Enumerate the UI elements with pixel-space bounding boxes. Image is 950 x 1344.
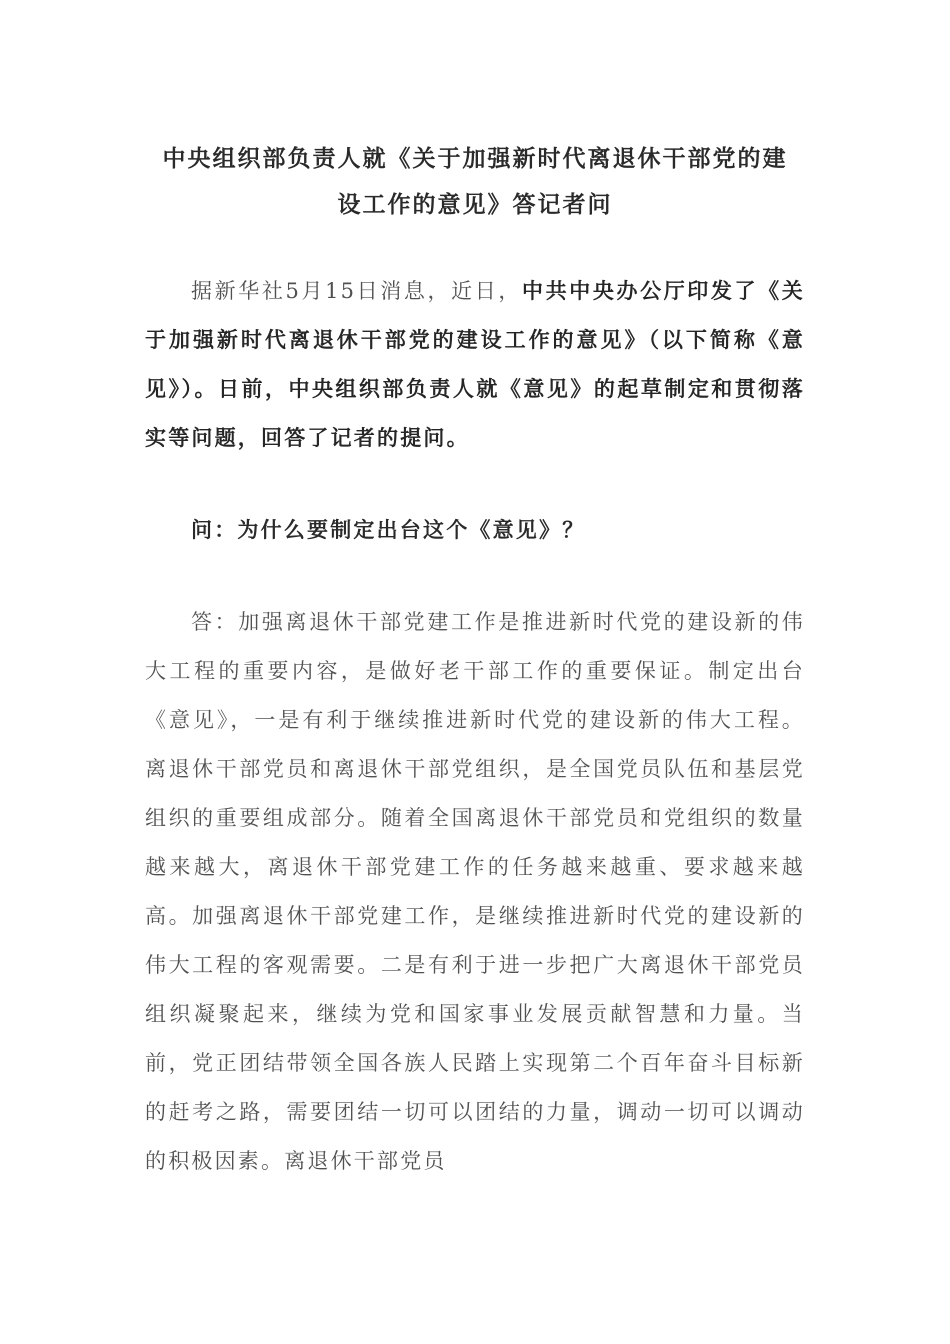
answer-paragraph: 答：加强离退休干部党建工作是推进新时代党的建设新的伟大工程的重要内容，是做好老干部工作的重要保证。制定出台《意见》，一是有利于继续推进新时代党的建设新的伟大工程。离退休干部党员和离退休干部党组织，是全国党员队伍和基层党组织的重要组成部分。随着全国离退休干部党员和党组织的数量越来越大，离退休干部党建工作的任务越来越重、要求越来越高。加强离退休干部党建工作，是继续推进新时代党的建设新的伟大工程的客观需要。二是有利于进一步把广大离退休干部党员组织凝聚起来，继续为党和国家事业发展贡献智慧和力量。当前，党正团结带领全国各族人民踏上实现第二个百年奋斗目标新的赶考之路，需要团结一切可以团结的力量，调动一切可以调动的积极因素。离退休干部党员 xyxy=(145,610,805,1173)
question-heading: 问：为什么要制定出台这个《意见》？ xyxy=(191,518,586,542)
lead-paragraph xyxy=(145,267,805,463)
lead-normal-text: 据新华社5月15日消息，近日， xyxy=(191,279,522,303)
lead-bold-text: 中共中央办公厅印发了《关于加强新时代离退休干部党的建设工作的意见》（以下简称《意见》）。日前，中央组织部负责人就《意见》的起草制定和贯彻落实等问题，回答了记者的提问。 xyxy=(145,279,805,450)
title-line-1: 中央组织部负责人就《关于加强新时代离退休干部党的建 xyxy=(162,146,788,172)
document-title xyxy=(145,136,805,228)
title-line-2: 设工作的意见》答记者问 xyxy=(337,192,613,218)
